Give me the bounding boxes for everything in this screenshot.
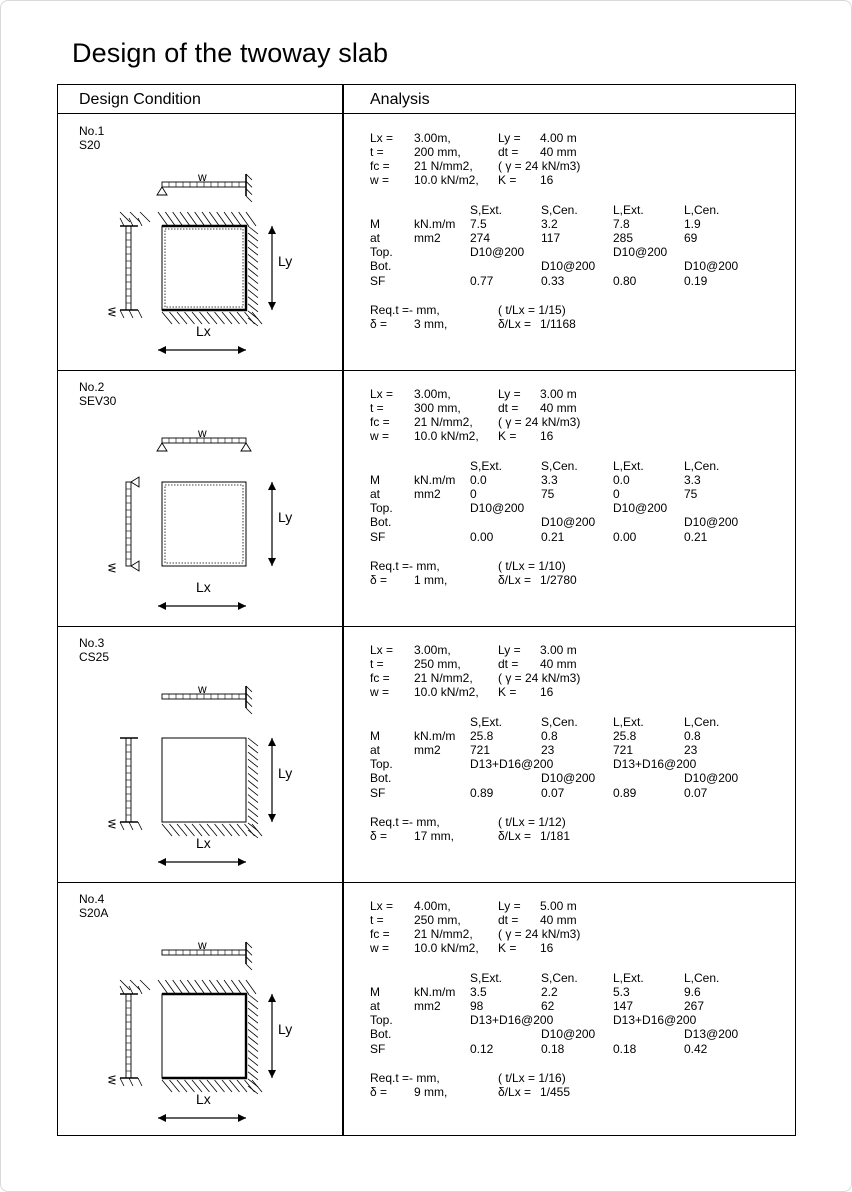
left-fixed-hatch: [120, 212, 150, 222]
right-fixed-hatch: [248, 994, 258, 1094]
load-label-w-vertical: w: [105, 819, 121, 829]
lx-dimension-arrow-head: [238, 346, 246, 354]
lx-dimension-arrow-head: [238, 1114, 246, 1122]
value-gamma: ( γ = 24 kN/m3): [498, 927, 581, 942]
beam-y-fixed-hatch-top: [120, 986, 142, 994]
label-bot: Bot.: [370, 771, 392, 786]
value-moment: 7.8: [613, 217, 630, 232]
ly-dimension-arrow-head: [268, 226, 276, 234]
value-steel-area: 23: [684, 743, 698, 758]
value-t-lx: ( t/Lx = 1/16): [498, 1071, 566, 1085]
slab-fixed-edge: [162, 226, 246, 310]
label-k: K =: [498, 941, 517, 956]
value-delta: 3 mm,: [414, 317, 448, 332]
value-t-lx: ( t/Lx = 1/10): [498, 559, 566, 573]
col-header-l-ext: L,Ext.: [613, 459, 644, 473]
label-w: w =: [370, 173, 390, 188]
value-lx: 3.00m,: [414, 643, 451, 657]
label-at: at: [370, 487, 381, 502]
label-delta-lx: δ/Lx =: [498, 573, 532, 588]
header-analysis: Analysis: [370, 91, 430, 108]
col-header-l-ext: L,Ext.: [613, 971, 644, 985]
beam-x-pin-support: [157, 187, 167, 195]
value-lx: 3.00m,: [414, 131, 451, 145]
dimension-label-lx: Lx: [196, 323, 211, 339]
unit-at: mm2: [414, 743, 441, 758]
label-top: Top.: [370, 245, 393, 260]
label-at: at: [370, 999, 381, 1014]
value-w: 10.0 kN/m2,: [414, 429, 479, 444]
value-moment: 0.8: [684, 729, 701, 744]
value-dt: 40 mm: [540, 145, 577, 160]
page-title: Design of the twoway slab: [72, 38, 389, 68]
label-w: w =: [370, 685, 390, 700]
col-header-l-cen: L,Cen.: [684, 715, 720, 729]
label-bot: Bot.: [370, 1027, 392, 1042]
value-safety-factor: 0.21: [684, 529, 708, 544]
label-t: t =: [370, 657, 384, 672]
top-fixed-hatch: [158, 980, 256, 994]
label-fc: fc =: [370, 927, 390, 942]
case-row: [58, 114, 795, 370]
ly-dimension-arrow-head: [268, 738, 276, 746]
case-number: No.1: [79, 124, 105, 138]
label-at: at: [370, 231, 381, 246]
beam-x-fixed-hatch: [246, 174, 252, 202]
dimension-label-ly: Ly: [278, 1021, 293, 1037]
value-safety-factor: 0.18: [541, 1041, 565, 1056]
col-header-s-ext: S,Ext.: [470, 715, 503, 729]
value-steel-area: 147: [613, 999, 634, 1014]
case-row: [58, 626, 795, 882]
slab-outline: [162, 994, 246, 1078]
value-moment: 25.8: [613, 729, 637, 744]
value-moment: 25.8: [470, 729, 494, 744]
case-id: [79, 892, 108, 920]
value-steel-area: 98: [470, 999, 484, 1014]
label-delta: δ =: [370, 1085, 388, 1100]
dimension-label-lx: Lx: [196, 835, 211, 851]
label-m: M: [370, 985, 380, 1000]
bottom-fixed-hatch: [162, 824, 262, 836]
value-bot-rebar-l: D10@200: [684, 515, 739, 530]
bottom-fixed-hatch: [162, 1080, 262, 1092]
label-m: M: [370, 729, 380, 744]
value-steel-area: 75: [541, 487, 555, 502]
case-code: SEV30: [79, 394, 117, 408]
label-sf: SF: [370, 273, 386, 288]
label-dt: dt =: [498, 401, 519, 416]
row-divider: [58, 626, 795, 627]
beam-x-fixed-hatch: [246, 942, 252, 970]
value-bot-rebar-s: D10@200: [541, 1027, 596, 1042]
value-bot-rebar-s: D10@200: [541, 259, 596, 274]
value-safety-factor: 0.07: [684, 785, 708, 800]
dimension-label-ly: Ly: [278, 765, 293, 781]
value-lx: 3.00m,: [414, 387, 451, 401]
label-lx: Lx =: [370, 643, 394, 657]
load-label-w-vertical: w: [105, 1075, 121, 1085]
value-fc: 21 N/mm2,: [414, 159, 473, 174]
top-fixed-hatch: [158, 212, 256, 226]
label-ly: Ly =: [498, 131, 521, 145]
row-divider: [58, 370, 795, 371]
col-header-s-ext: S,Ext.: [470, 971, 503, 985]
value-top-rebar-s: D10@200: [470, 245, 525, 260]
lx-dimension-arrow-head: [238, 602, 246, 610]
value-safety-factor: 0.18: [613, 1041, 637, 1056]
label-m: M: [370, 473, 380, 488]
label-ly: Ly =: [498, 643, 521, 657]
load-label-w: w: [198, 682, 207, 696]
value-safety-factor: 0.89: [613, 785, 637, 800]
value-top-rebar-l: D10@200: [613, 245, 668, 260]
value-dt: 40 mm: [540, 657, 577, 672]
col-header-s-cen: S,Cen.: [541, 715, 578, 729]
unit-m: kN.m/m: [414, 985, 456, 1000]
case-code: CS25: [79, 650, 110, 664]
unit-m: kN.m/m: [414, 729, 456, 744]
value-top-rebar-l: D10@200: [613, 501, 668, 516]
label-lx: Lx =: [370, 387, 394, 401]
right-fixed-hatch: [248, 226, 258, 326]
value-w: 10.0 kN/m2,: [414, 941, 479, 956]
value-safety-factor: 0.12: [470, 1041, 494, 1056]
value-bot-rebar-s: D10@200: [541, 771, 596, 786]
value-moment: 1.9: [684, 217, 701, 232]
label-w: w =: [370, 941, 390, 956]
unit-m: kN.m/m: [414, 473, 456, 488]
value-safety-factor: 0.80: [613, 273, 637, 288]
value-steel-area: 721: [470, 743, 491, 758]
unit-at: mm2: [414, 487, 441, 502]
value-dt: 40 mm: [540, 401, 577, 416]
ly-dimension-arrow-head: [268, 302, 276, 310]
label-delta-lx: δ/Lx =: [498, 1085, 532, 1100]
value-steel-area: 0: [470, 487, 477, 502]
ly-dimension-arrow-head: [268, 1070, 276, 1078]
value-k: 16: [540, 941, 554, 956]
value-fc: 21 N/mm2,: [414, 927, 473, 942]
col-header-l-cen: L,Cen.: [684, 203, 720, 217]
label-ly: Ly =: [498, 387, 521, 401]
value-k: 16: [540, 429, 554, 444]
ly-dimension-arrow-head: [268, 814, 276, 822]
label-bot: Bot.: [370, 259, 392, 274]
beam-x-pin-support: [157, 443, 167, 451]
value-delta-lx: 1/181: [540, 829, 571, 844]
unit-at: mm2: [414, 999, 441, 1014]
value-delta-lx: 1/2780: [540, 573, 577, 588]
col-header-l-ext: L,Ext.: [613, 715, 644, 729]
value-steel-area: 69: [684, 231, 698, 246]
label-w: w =: [370, 429, 390, 444]
slab-diagram: [105, 166, 293, 366]
label-sf: SF: [370, 785, 386, 800]
col-header-l-ext: L,Ext.: [613, 203, 644, 217]
unit-m: kN.m/m: [414, 217, 456, 232]
case-number: No.4: [79, 892, 105, 906]
value-bot-rebar-l: D10@200: [684, 771, 739, 786]
case-id: [79, 124, 104, 152]
case-row: [58, 882, 795, 1138]
lx-dimension-arrow-head: [158, 602, 166, 610]
value-steel-area: 274: [470, 231, 491, 246]
value-gamma: ( γ = 24 kN/m3): [498, 415, 581, 430]
value-ly: 4.00 m: [540, 131, 577, 145]
value-steel-area: 267: [684, 999, 705, 1014]
value-t-lx: ( t/Lx = 1/12): [498, 815, 566, 829]
beam-y-fixed-hatch: [120, 310, 142, 318]
value-w: 10.0 kN/m2,: [414, 685, 479, 700]
dimension-label-lx: Lx: [196, 579, 211, 595]
value-top-rebar-s: D13+D16@200: [470, 1013, 554, 1028]
value-steel-area: 75: [684, 487, 698, 502]
label-lx: Lx =: [370, 131, 394, 145]
bottom-fixed-hatch: [162, 312, 262, 324]
label-fc: fc =: [370, 415, 390, 430]
beam-y-fixed-hatch: [120, 1078, 142, 1086]
lx-dimension-arrow-head: [158, 1114, 166, 1122]
slab-diagram: [105, 678, 293, 878]
value-moment: 3.3: [541, 473, 558, 488]
value-moment: 0.0: [470, 473, 487, 488]
value-moment: 5.3: [613, 985, 630, 1000]
label-top: Top.: [370, 501, 393, 516]
value-delta-lx: 1/1168: [540, 317, 576, 332]
label-k: K =: [498, 429, 517, 444]
value-k: 16: [540, 685, 554, 700]
label-sf: SF: [370, 529, 386, 544]
dimension-label-lx: Lx: [196, 1091, 211, 1107]
col-header-s-ext: S,Ext.: [470, 459, 503, 473]
value-moment: 0.8: [541, 729, 558, 744]
value-safety-factor: 0.00: [470, 529, 494, 544]
col-header-s-cen: S,Cen.: [541, 203, 578, 217]
value-steel-area: 23: [541, 743, 555, 758]
label-delta-lx: δ/Lx =: [498, 829, 532, 844]
unit-at: mm2: [414, 231, 441, 246]
design-table: [57, 84, 796, 1136]
value-steel-area: 721: [613, 743, 634, 758]
value-top-rebar-l: D13+D16@200: [613, 757, 697, 772]
row-divider: [58, 882, 795, 883]
beam-x-roller-support: [241, 443, 251, 451]
value-w: 10.0 kN/m2,: [414, 173, 479, 188]
beam-y-roller-support: [131, 561, 139, 571]
value-delta: 9 mm,: [414, 1085, 448, 1100]
value-safety-factor: 0.07: [541, 785, 565, 800]
value-delta: 1 mm,: [414, 573, 448, 588]
label-k: K =: [498, 173, 517, 188]
value-top-rebar-s: D13+D16@200: [470, 757, 554, 772]
case-number: No.3: [79, 636, 105, 650]
value-t-lx: ( t/Lx = 1/15): [498, 303, 566, 317]
value-safety-factor: 0.89: [470, 785, 494, 800]
value-moment: 2.2: [541, 985, 558, 1000]
value-t: 300 mm,: [414, 401, 461, 416]
label-req-t: Req.t =- mm,: [370, 559, 440, 573]
value-steel-area: 0: [613, 487, 620, 502]
value-steel-area: 117: [541, 231, 561, 246]
value-fc: 21 N/mm2,: [414, 415, 473, 430]
value-moment: 7.5: [470, 217, 487, 232]
value-delta-lx: 1/455: [540, 1085, 571, 1100]
load-label-w-vertical: w: [105, 563, 121, 573]
value-dt: 40 mm: [540, 913, 577, 928]
value-safety-factor: 0.33: [541, 273, 565, 288]
value-safety-factor: 0.19: [684, 273, 708, 288]
ly-dimension-arrow-head: [268, 482, 276, 490]
label-top: Top.: [370, 757, 393, 772]
value-moment: 3.2: [541, 217, 558, 232]
label-req-t: Req.t =- mm,: [370, 815, 440, 829]
label-delta: δ =: [370, 573, 388, 588]
case-id: [79, 636, 109, 664]
value-safety-factor: 0.42: [684, 1041, 708, 1056]
left-fixed-hatch: [120, 980, 150, 990]
slab-outline: [162, 738, 246, 822]
value-fc: 21 N/mm2,: [414, 671, 473, 686]
case-id: [79, 380, 116, 408]
value-moment: 3.3: [684, 473, 701, 488]
header-design-condition: Design Condition: [79, 91, 201, 108]
case-number: No.2: [79, 380, 105, 394]
slab-fixed-edge: [162, 994, 246, 1078]
label-at: at: [370, 743, 381, 758]
lx-dimension-arrow-head: [238, 858, 246, 866]
dimension-label-ly: Ly: [278, 509, 293, 525]
col-header-l-cen: L,Cen.: [684, 459, 720, 473]
label-t: t =: [370, 913, 384, 928]
value-t: 250 mm,: [414, 913, 461, 928]
beam-y-pin-support: [131, 477, 139, 487]
value-ly: 5.00 m: [540, 899, 577, 913]
label-fc: fc =: [370, 159, 390, 174]
value-bot-rebar-s: D10@200: [541, 515, 596, 530]
col-header-s-cen: S,Cen.: [541, 459, 578, 473]
slab-outline: [162, 226, 246, 310]
ly-dimension-arrow-head: [268, 994, 276, 1002]
col-header-l-cen: L,Cen.: [684, 971, 720, 985]
col-header-s-ext: S,Ext.: [470, 203, 503, 217]
label-delta-lx: δ/Lx =: [498, 317, 532, 332]
value-safety-factor: 0.00: [613, 529, 637, 544]
label-t: t =: [370, 401, 384, 416]
value-moment: 3.5: [470, 985, 487, 1000]
slab-outline: [162, 482, 246, 566]
value-safety-factor: 0.21: [541, 529, 565, 544]
slab-diagram: [105, 422, 293, 622]
label-dt: dt =: [498, 145, 519, 160]
value-steel-area: 62: [541, 999, 555, 1014]
label-dt: dt =: [498, 913, 519, 928]
label-top: Top.: [370, 1013, 393, 1028]
case-code: S20: [79, 138, 101, 152]
label-dt: dt =: [498, 657, 519, 672]
value-lx: 4.00m,: [414, 899, 451, 913]
label-ly: Ly =: [498, 899, 521, 913]
value-top-rebar-l: D13+D16@200: [613, 1013, 697, 1028]
label-lx: Lx =: [370, 899, 394, 913]
ly-dimension-arrow-head: [268, 558, 276, 566]
value-delta: 17 mm,: [414, 829, 455, 844]
right-fixed-hatch: [248, 738, 258, 838]
beam-x-fixed-hatch: [246, 686, 252, 714]
label-req-t: Req.t =- mm,: [370, 1071, 440, 1085]
case-row: [58, 370, 795, 626]
label-m: M: [370, 217, 380, 232]
dimension-label-ly: Ly: [278, 253, 293, 269]
value-ly: 3.00 m: [540, 387, 577, 401]
col-header-s-cen: S,Cen.: [541, 971, 578, 985]
value-gamma: ( γ = 24 kN/m3): [498, 671, 581, 686]
slab-inner-dotted: [165, 485, 243, 563]
label-req-t: Req.t =- mm,: [370, 303, 440, 317]
label-sf: SF: [370, 1041, 386, 1056]
value-t: 250 mm,: [414, 657, 461, 672]
value-k: 16: [540, 173, 554, 188]
label-bot: Bot.: [370, 515, 392, 530]
load-label-w-vertical: w: [105, 307, 121, 317]
value-ly: 3.00 m: [540, 643, 577, 657]
label-delta: δ =: [370, 829, 388, 844]
value-bot-rebar-l: D13@200: [684, 1027, 739, 1042]
slab-diagram: [105, 934, 293, 1134]
value-steel-area: 285: [613, 231, 634, 246]
value-t: 200 mm,: [414, 145, 461, 160]
value-gamma: ( γ = 24 kN/m3): [498, 159, 581, 174]
value-moment: 9.6: [684, 985, 701, 1000]
beam-y-fixed-hatch: [120, 822, 142, 830]
label-t: t =: [370, 145, 384, 160]
beam-y-fixed-hatch-top: [120, 218, 142, 226]
value-top-rebar-s: D10@200: [470, 501, 525, 516]
slab-inner-dotted: [165, 229, 243, 307]
label-delta: δ =: [370, 317, 388, 332]
load-label-w: w: [198, 426, 207, 440]
lx-dimension-arrow-head: [158, 858, 166, 866]
load-label-w: w: [198, 938, 207, 952]
label-fc: fc =: [370, 671, 390, 686]
value-bot-rebar-l: D10@200: [684, 259, 739, 274]
value-moment: 0.0: [613, 473, 630, 488]
label-k: K =: [498, 685, 517, 700]
lx-dimension-arrow-head: [158, 346, 166, 354]
load-label-w: w: [198, 170, 207, 184]
case-code: S20A: [79, 906, 109, 920]
value-safety-factor: 0.77: [470, 273, 494, 288]
